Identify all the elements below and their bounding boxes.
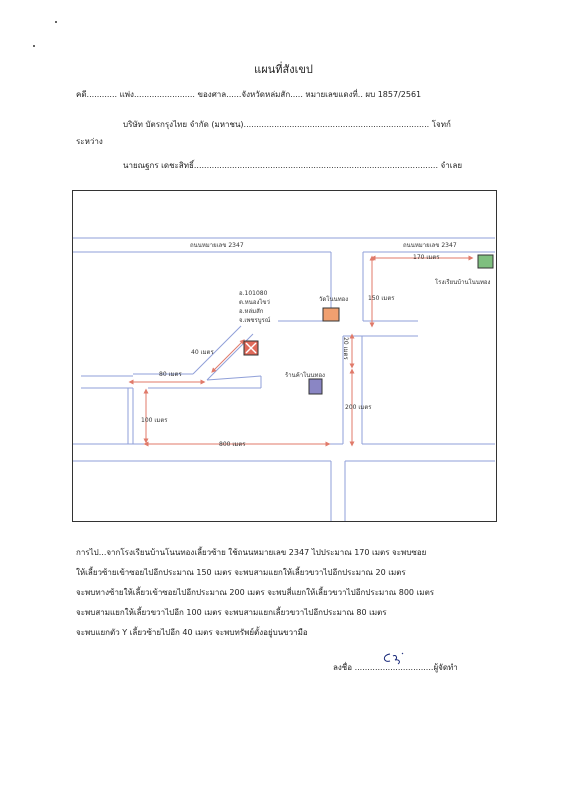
distance-200-label: 200 เมตร: [345, 404, 372, 411]
school-marker: [478, 255, 493, 268]
arrow-40: [213, 341, 243, 371]
distance-800-label: 800 เมตร: [219, 441, 246, 448]
school-label: โรงเรียนบ้านโนนทอง: [435, 279, 491, 286]
address-line: อ.หล่มสัก: [239, 308, 264, 315]
distance-170-label: 170 เมตร: [413, 254, 440, 261]
directions-line-3: จะพบทางซ้ายให้เลี้ยวเข้าซอยไปอีกประมาณ 200 เมตร จะพบสี่แยกให้เลี้ยวขวาไปอีกประมาณ 800 เมตร: [76, 588, 435, 597]
shop-marker: [309, 379, 322, 394]
road-right-label: ถนนหมายเลข 2347: [403, 242, 457, 249]
road-main-label: ถนนหมายเลข 2347: [190, 242, 244, 249]
plaintiff-line: บริษัท บัตรกรุงไทย จำกัด (มหาชน)......................................................................... โจทก์: [123, 120, 451, 129]
address-line: ต.หนองไขว่: [239, 299, 270, 306]
directions-line-2: ให้เลี้ยวซ้ายเข้าซอยไปอีกประมาณ 150 เมตร จะพบสามแยกให้เลี้ยวขวาไปอีกประมาณ 20 เมตร: [76, 568, 406, 577]
road-lines: [73, 238, 495, 521]
defendant-line: นายณฐกร เดชะสิทธิ์................................................................................................ จำเลย: [123, 161, 463, 170]
address-line: อ.101080: [239, 290, 268, 297]
address-block: [239, 289, 270, 325]
directions-line-5: จะพบแยกตัว Y เลี้ยวซ้ายไปอีก 40 เมตร จะพบทรัพย์ตั้งอยู่บนขวามือ: [76, 628, 308, 637]
directions-line-1: การไป...จากโรงเรียนบ้านโนนทองเลี้ยวซ้าย ใช้ถนนหมายเลข 2347 ไปประมาณ 170 เมตร จะพบซอย: [76, 548, 427, 557]
temple-label: วัดโนนทอง: [319, 296, 349, 303]
directions-line-4: จะพบสามแยกให้เลี้ยวขวาไปอีก 100 เมตร จะพบสามแยกเลี้ยวขวาไปอีกประมาณ 80 เมตร: [76, 608, 387, 617]
temple-marker: [323, 308, 339, 321]
direction-arrows: [131, 258, 471, 444]
handwritten-signature: [380, 650, 410, 666]
distance-40-label: 40 เมตร: [191, 349, 214, 356]
sketch-map: [72, 190, 497, 522]
address-line: จ.เพชรบูรณ์: [239, 317, 271, 324]
distance-100-label: 100 เมตร: [141, 417, 168, 424]
document-title: แผนที่สังเขป: [254, 63, 313, 76]
y-fork-link: [207, 376, 261, 380]
property-marker: [244, 341, 258, 355]
scan-speck: [55, 21, 57, 23]
distance-150-label: 150 เมตร: [368, 295, 395, 302]
scan-speck: [33, 45, 35, 47]
signature-role: ผู้จัดทำ: [433, 663, 458, 672]
distance-80-label: 80 เมตร: [159, 371, 182, 378]
shop-label: ร้านค้าโนนทอง: [285, 372, 325, 379]
between-label: ระหว่าง: [76, 137, 103, 146]
distance-20-label: 20 เมตร: [342, 337, 349, 360]
signature-dots: ...............................: [354, 663, 434, 672]
signature-label: ลงชื่อ: [333, 663, 353, 672]
case-line: คดี............ แพ่ง........................ ของศาล......จังหวัดหล่มสัก..... หมายเลขแดงที่.. ผบ 1857/2561: [76, 90, 422, 99]
